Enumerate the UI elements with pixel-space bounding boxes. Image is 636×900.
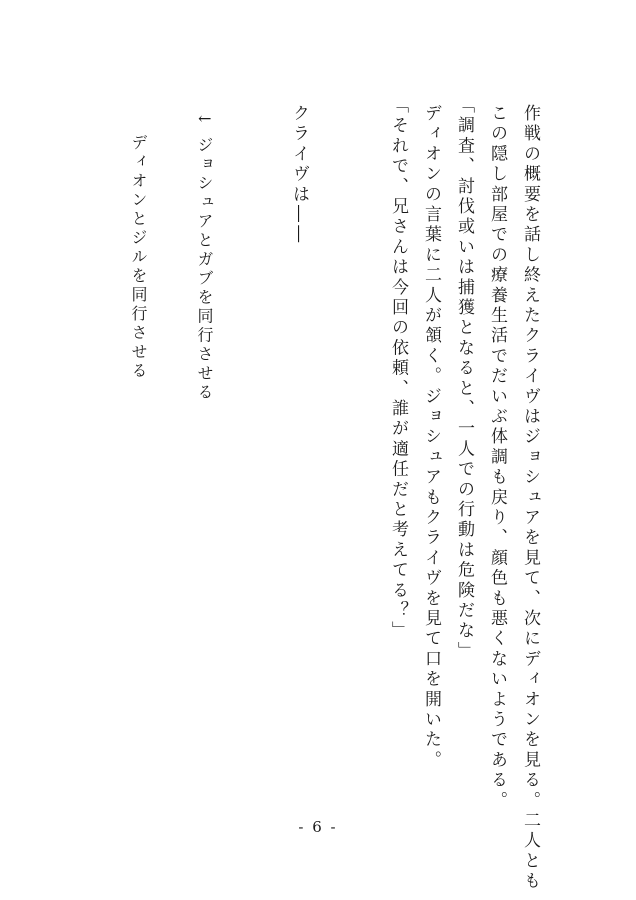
narrative-line: 作戦の概要を話し終えたクライヴはジョシュアを見て、次にディオンを見る。二人とも xyxy=(520,104,540,892)
prompt-text: クライヴは―― xyxy=(289,104,309,246)
narrative-line: 「それで、兄さんは今回の依頼、誰が適任だと考えてる？」 xyxy=(388,96,408,642)
narrative-line: この隠し部屋での療養生活でだいぶ体調も戻り、顔色も悪くないようである。 xyxy=(487,104,507,811)
choice-joshua-gav[interactable]: ↓ ジョシュアとガブを同行させる xyxy=(195,112,214,403)
page-number: - 6 - xyxy=(298,818,338,836)
narrative-line: 「調査、討伐或いは捕獲となると、一人での行動は危険だな」 xyxy=(454,96,474,662)
choice-dion-jill[interactable]: ディオンとジルを同行させる xyxy=(129,134,148,381)
narrative-line: ディオンの言葉に二人が頷く。ジョシュアもクライヴを見て口を開いた。 xyxy=(421,104,441,771)
